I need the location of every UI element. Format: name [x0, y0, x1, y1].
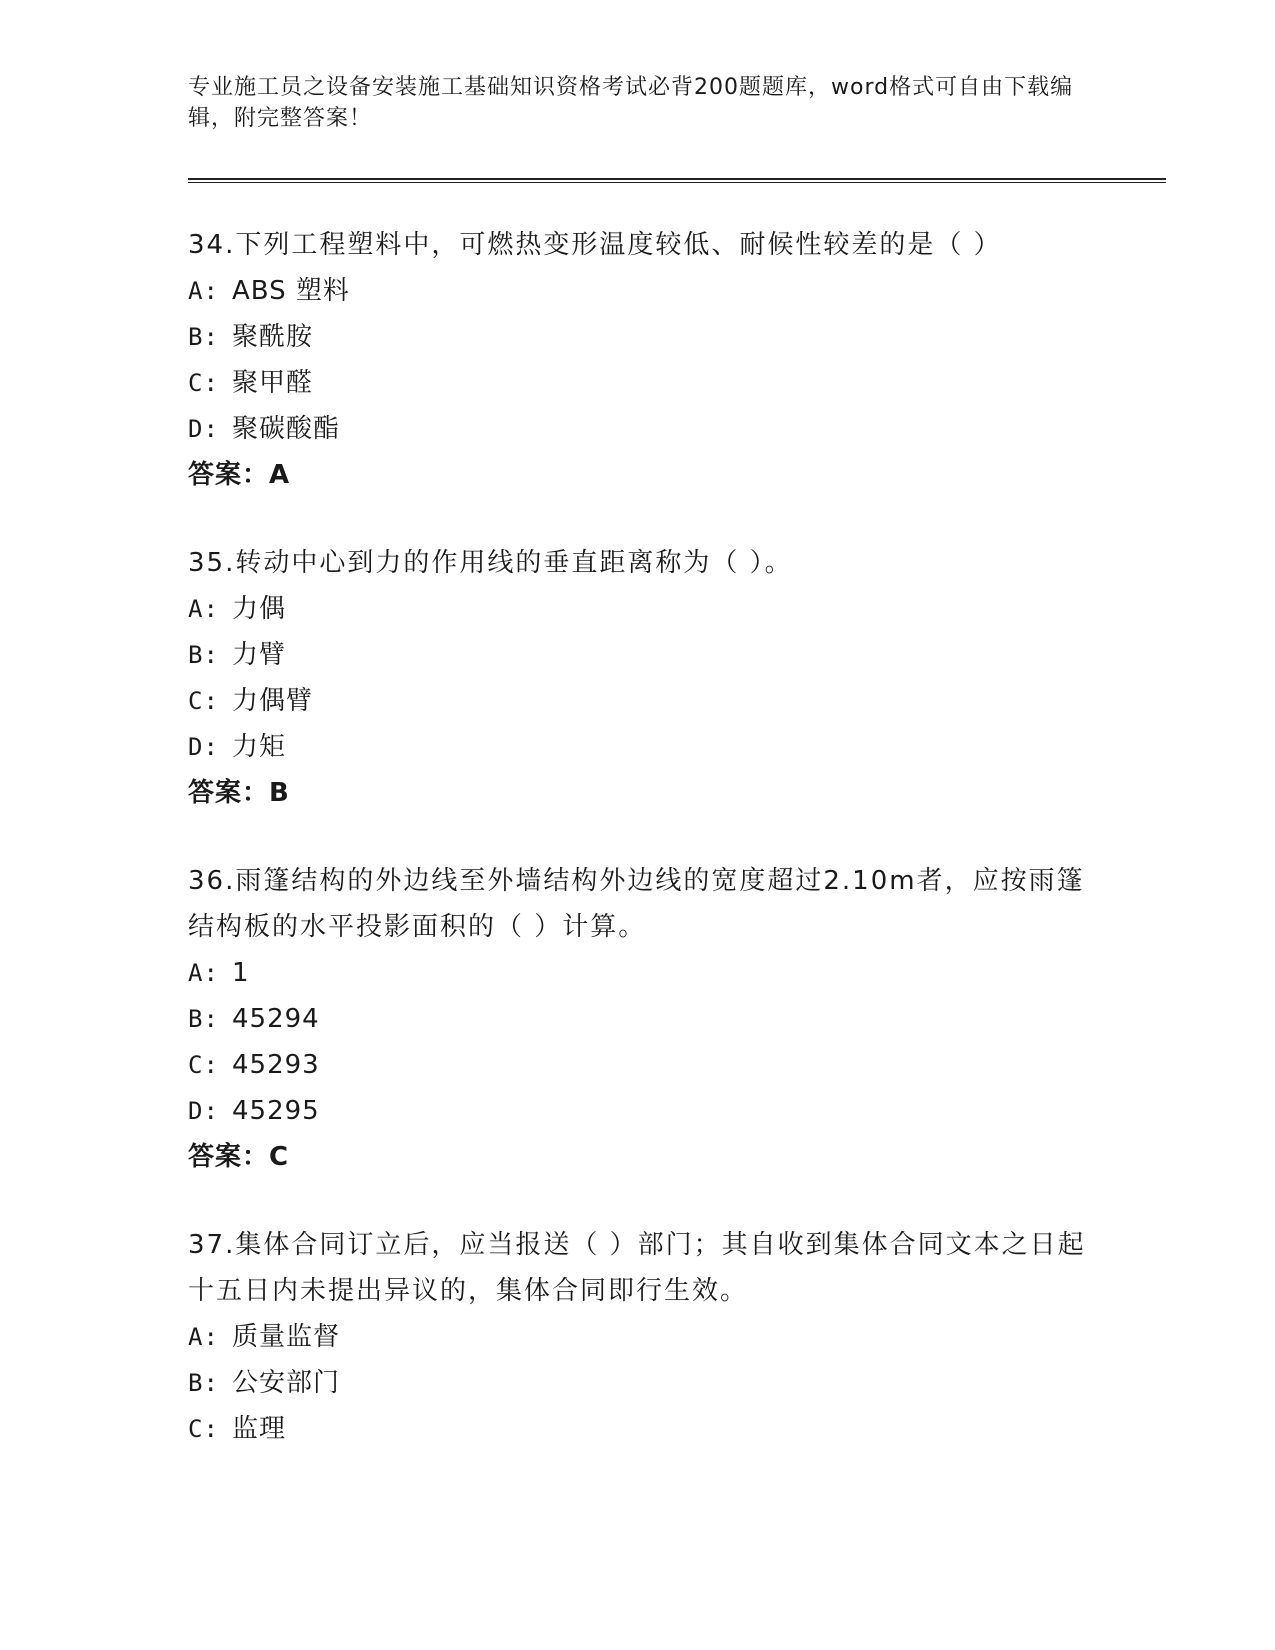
option-text: 1	[232, 958, 250, 988]
option-c	[188, 678, 1088, 724]
option-letter: B:	[188, 1369, 219, 1397]
option-text: 力矩	[232, 732, 287, 762]
question-stem: 37.集体合同订立后，应当报送（ ）部门；其自收到集体合同文本之日起十五日内未提出异议的，集体合同即行生效。	[188, 1230, 1086, 1306]
option-text: 聚酰胺	[232, 322, 314, 352]
option-c	[188, 1406, 1088, 1452]
option-b	[188, 314, 1088, 360]
option-c	[188, 1042, 1088, 1088]
answer-line: 答案：C	[188, 1142, 290, 1172]
option-letter: D:	[188, 733, 219, 761]
question-35	[188, 540, 1088, 816]
option-text: 45293	[232, 1050, 320, 1080]
option-text: 45295	[232, 1096, 320, 1126]
option-text: 监理	[232, 1414, 287, 1444]
question-34	[188, 222, 1088, 498]
option-b	[188, 1360, 1088, 1406]
option-text: 聚碳酸酯	[232, 414, 341, 444]
question-stem: 36.雨篷结构的外边线至外墙结构外边线的宽度超过2.10m者，应按雨篷结构板的水平投影面积的（ ）计算。	[188, 866, 1085, 942]
option-text: 力偶	[232, 594, 287, 624]
option-a	[188, 268, 1088, 314]
option-c	[188, 360, 1088, 406]
option-a	[188, 586, 1088, 632]
option-letter: B:	[188, 323, 219, 351]
option-letter: B:	[188, 1005, 219, 1033]
option-letter: D:	[188, 415, 219, 443]
option-text: 力偶臂	[232, 686, 314, 716]
option-letter: C:	[188, 687, 219, 715]
option-a	[188, 950, 1088, 996]
option-text: 45294	[232, 1004, 320, 1034]
option-letter: A:	[188, 595, 219, 623]
option-d	[188, 406, 1088, 452]
option-letter: A:	[188, 1323, 219, 1351]
option-b	[188, 996, 1088, 1042]
question-36	[188, 858, 1088, 1180]
question-37	[188, 1222, 1088, 1452]
document-header: 专业施工员之设备安装施工基础知识资格考试必背200题题库，word格式可自由下载编辑，附完整答案！	[188, 75, 1074, 131]
option-letter: D:	[188, 1097, 219, 1125]
option-letter: C:	[188, 369, 219, 397]
option-letter: A:	[188, 959, 219, 987]
option-text: 公安部门	[232, 1368, 341, 1398]
option-letter: C:	[188, 1415, 219, 1443]
option-b	[188, 632, 1088, 678]
answer-line: 答案：B	[188, 778, 290, 808]
option-text: ABS 塑料	[232, 276, 350, 306]
option-letter: B:	[188, 641, 219, 669]
question-stem: 34.下列工程塑料中，可燃热变形温度较低、耐候性较差的是（ ）	[188, 230, 1002, 260]
option-letter: C:	[188, 1051, 219, 1079]
option-a	[188, 1314, 1088, 1360]
header-divider	[188, 178, 1166, 183]
option-text: 质量监督	[232, 1322, 341, 1352]
option-letter: A:	[188, 277, 219, 305]
question-stem: 35.转动中心到力的作用线的垂直距离称为（ ）。	[188, 548, 793, 578]
option-text: 力臂	[232, 640, 287, 670]
option-d	[188, 1088, 1088, 1134]
answer-line: 答案：A	[188, 460, 291, 490]
option-d	[188, 724, 1088, 770]
option-text: 聚甲醛	[232, 368, 314, 398]
